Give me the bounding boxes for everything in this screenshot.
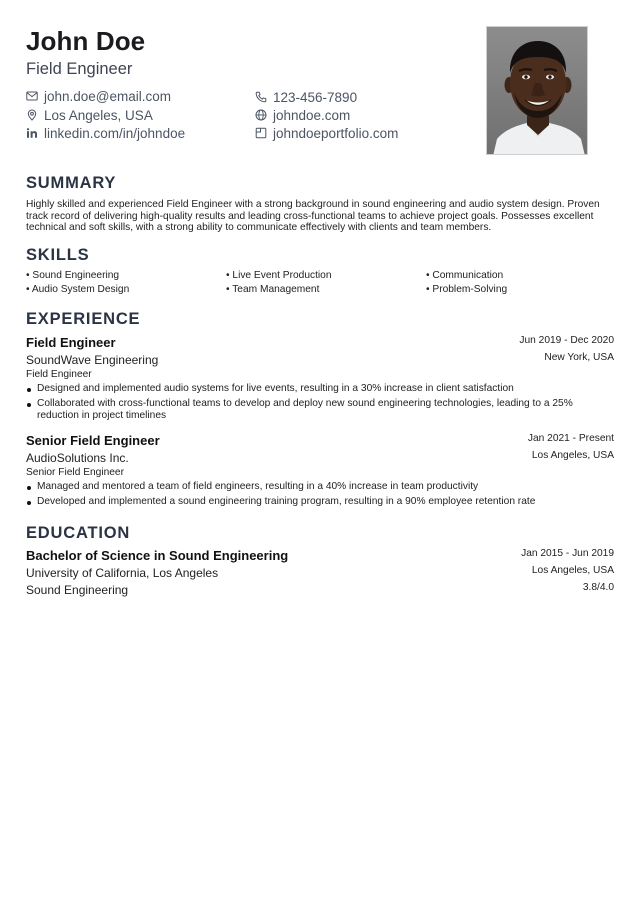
email-icon (26, 90, 38, 102)
contact-location (26, 106, 153, 124)
contact-website[interactable] (255, 106, 350, 124)
portfolio-icon (255, 127, 267, 139)
education-degree: Bachelor of Science in Sound Engineering (26, 548, 289, 563)
contact-email-text: john.doe@email.com (44, 88, 172, 104)
globe-icon (255, 109, 267, 121)
skill-label: Problem-Solving (432, 284, 508, 295)
skill-label: Team Management (232, 284, 320, 295)
contact-phone[interactable] (255, 88, 357, 106)
candidate-name: John Doe (26, 26, 146, 56)
section-title-summary: SUMMARY (26, 174, 117, 192)
job-location: New York, USA (544, 352, 614, 363)
skill-item: • Communication (426, 270, 504, 281)
job-subtitle: Field Engineer (26, 369, 92, 380)
experience-entry (26, 334, 614, 424)
education-entry (26, 547, 614, 598)
skill-item: • Sound Engineering (26, 270, 120, 281)
section-title-education: EDUCATION (26, 524, 131, 542)
skill-label: Audio System Design (31, 284, 130, 295)
job-dates: Jun 2019 - Dec 2020 (519, 335, 614, 346)
education-location: Los Angeles, USA (531, 565, 614, 576)
contact-phone-text: 123-456-7890 (273, 89, 358, 105)
job-location: Los Angeles, USA (531, 450, 614, 461)
job-bullet: Managed and mentored a team of field engineers, resulting in a 40% increase in team productivity (26, 481, 614, 493)
section-title-skills: SKILLS (26, 246, 90, 264)
skill-item: • Audio System Design (26, 284, 130, 295)
job-company: SoundWave Engineering (26, 353, 159, 367)
skill-item: • Live Event Production (226, 270, 332, 281)
job-title: Senior Field Engineer (26, 433, 160, 448)
education-gpa: 3.8/4.0 (582, 582, 614, 593)
job-dates: Jan 2021 - Present (527, 433, 614, 444)
education-field: Sound Engineering (26, 583, 129, 597)
job-bullet: Designed and implemented audio systems for live events, resulting in a 30% increase in client satisfaction (26, 383, 614, 395)
linkedin-icon (26, 127, 38, 139)
skill-item: • Team Management (226, 284, 320, 295)
contact-linkedin-text: linkedin.com/in/johndoe (44, 125, 186, 141)
job-title: Field Engineer (26, 335, 116, 350)
job-company: AudioSolutions Inc. (26, 451, 129, 465)
job-subtitle: Senior Field Engineer (26, 467, 124, 478)
contact-linkedin[interactable] (26, 124, 185, 142)
contact-portfolio-text: johndoeportfolio.com (273, 125, 399, 141)
skill-item: • Problem-Solving (426, 284, 508, 295)
education-school: University of California, Los Angeles (26, 566, 219, 580)
summary-text: Highly skilled and experienced Field Engineer with a strong background in sound engineering and audio system design. Proven track record of delivering high-quality results and leading cross-functional teams to achieve project goals. Possesses excellent technical and soft skills, with a strong ability to communicate effectively with clients and team members. (26, 199, 600, 234)
education-dates: Jan 2015 - Jun 2019 (521, 548, 614, 559)
resume-header (26, 26, 466, 79)
contact-location-text: Los Angeles, USA (44, 107, 153, 123)
job-bullets (26, 383, 614, 421)
skill-label: Communication (432, 270, 504, 281)
skill-label: Sound Engineering (32, 270, 120, 281)
portrait-image (487, 27, 588, 155)
job-bullet: Developed and implemented a sound engineering training program, resulting in a 90% employee retention rate (26, 496, 614, 508)
candidate-role: Field Engineer (26, 60, 133, 78)
job-bullet: Collaborated with cross-functional teams to develop and deploy new sound engineering technologies, leading to a 25% reduction in project timelines (26, 398, 614, 422)
contact-email[interactable] (26, 87, 171, 105)
map-pin-icon (26, 109, 38, 121)
section-title-experience: EXPERIENCE (26, 310, 141, 328)
skill-label: Live Event Production (232, 270, 332, 281)
phone-icon (255, 91, 267, 103)
job-bullets (26, 481, 614, 508)
contact-portfolio[interactable] (255, 124, 398, 142)
contact-website-text: johndoe.com (273, 107, 351, 123)
profile-photo (486, 26, 588, 155)
experience-entry (26, 432, 614, 511)
